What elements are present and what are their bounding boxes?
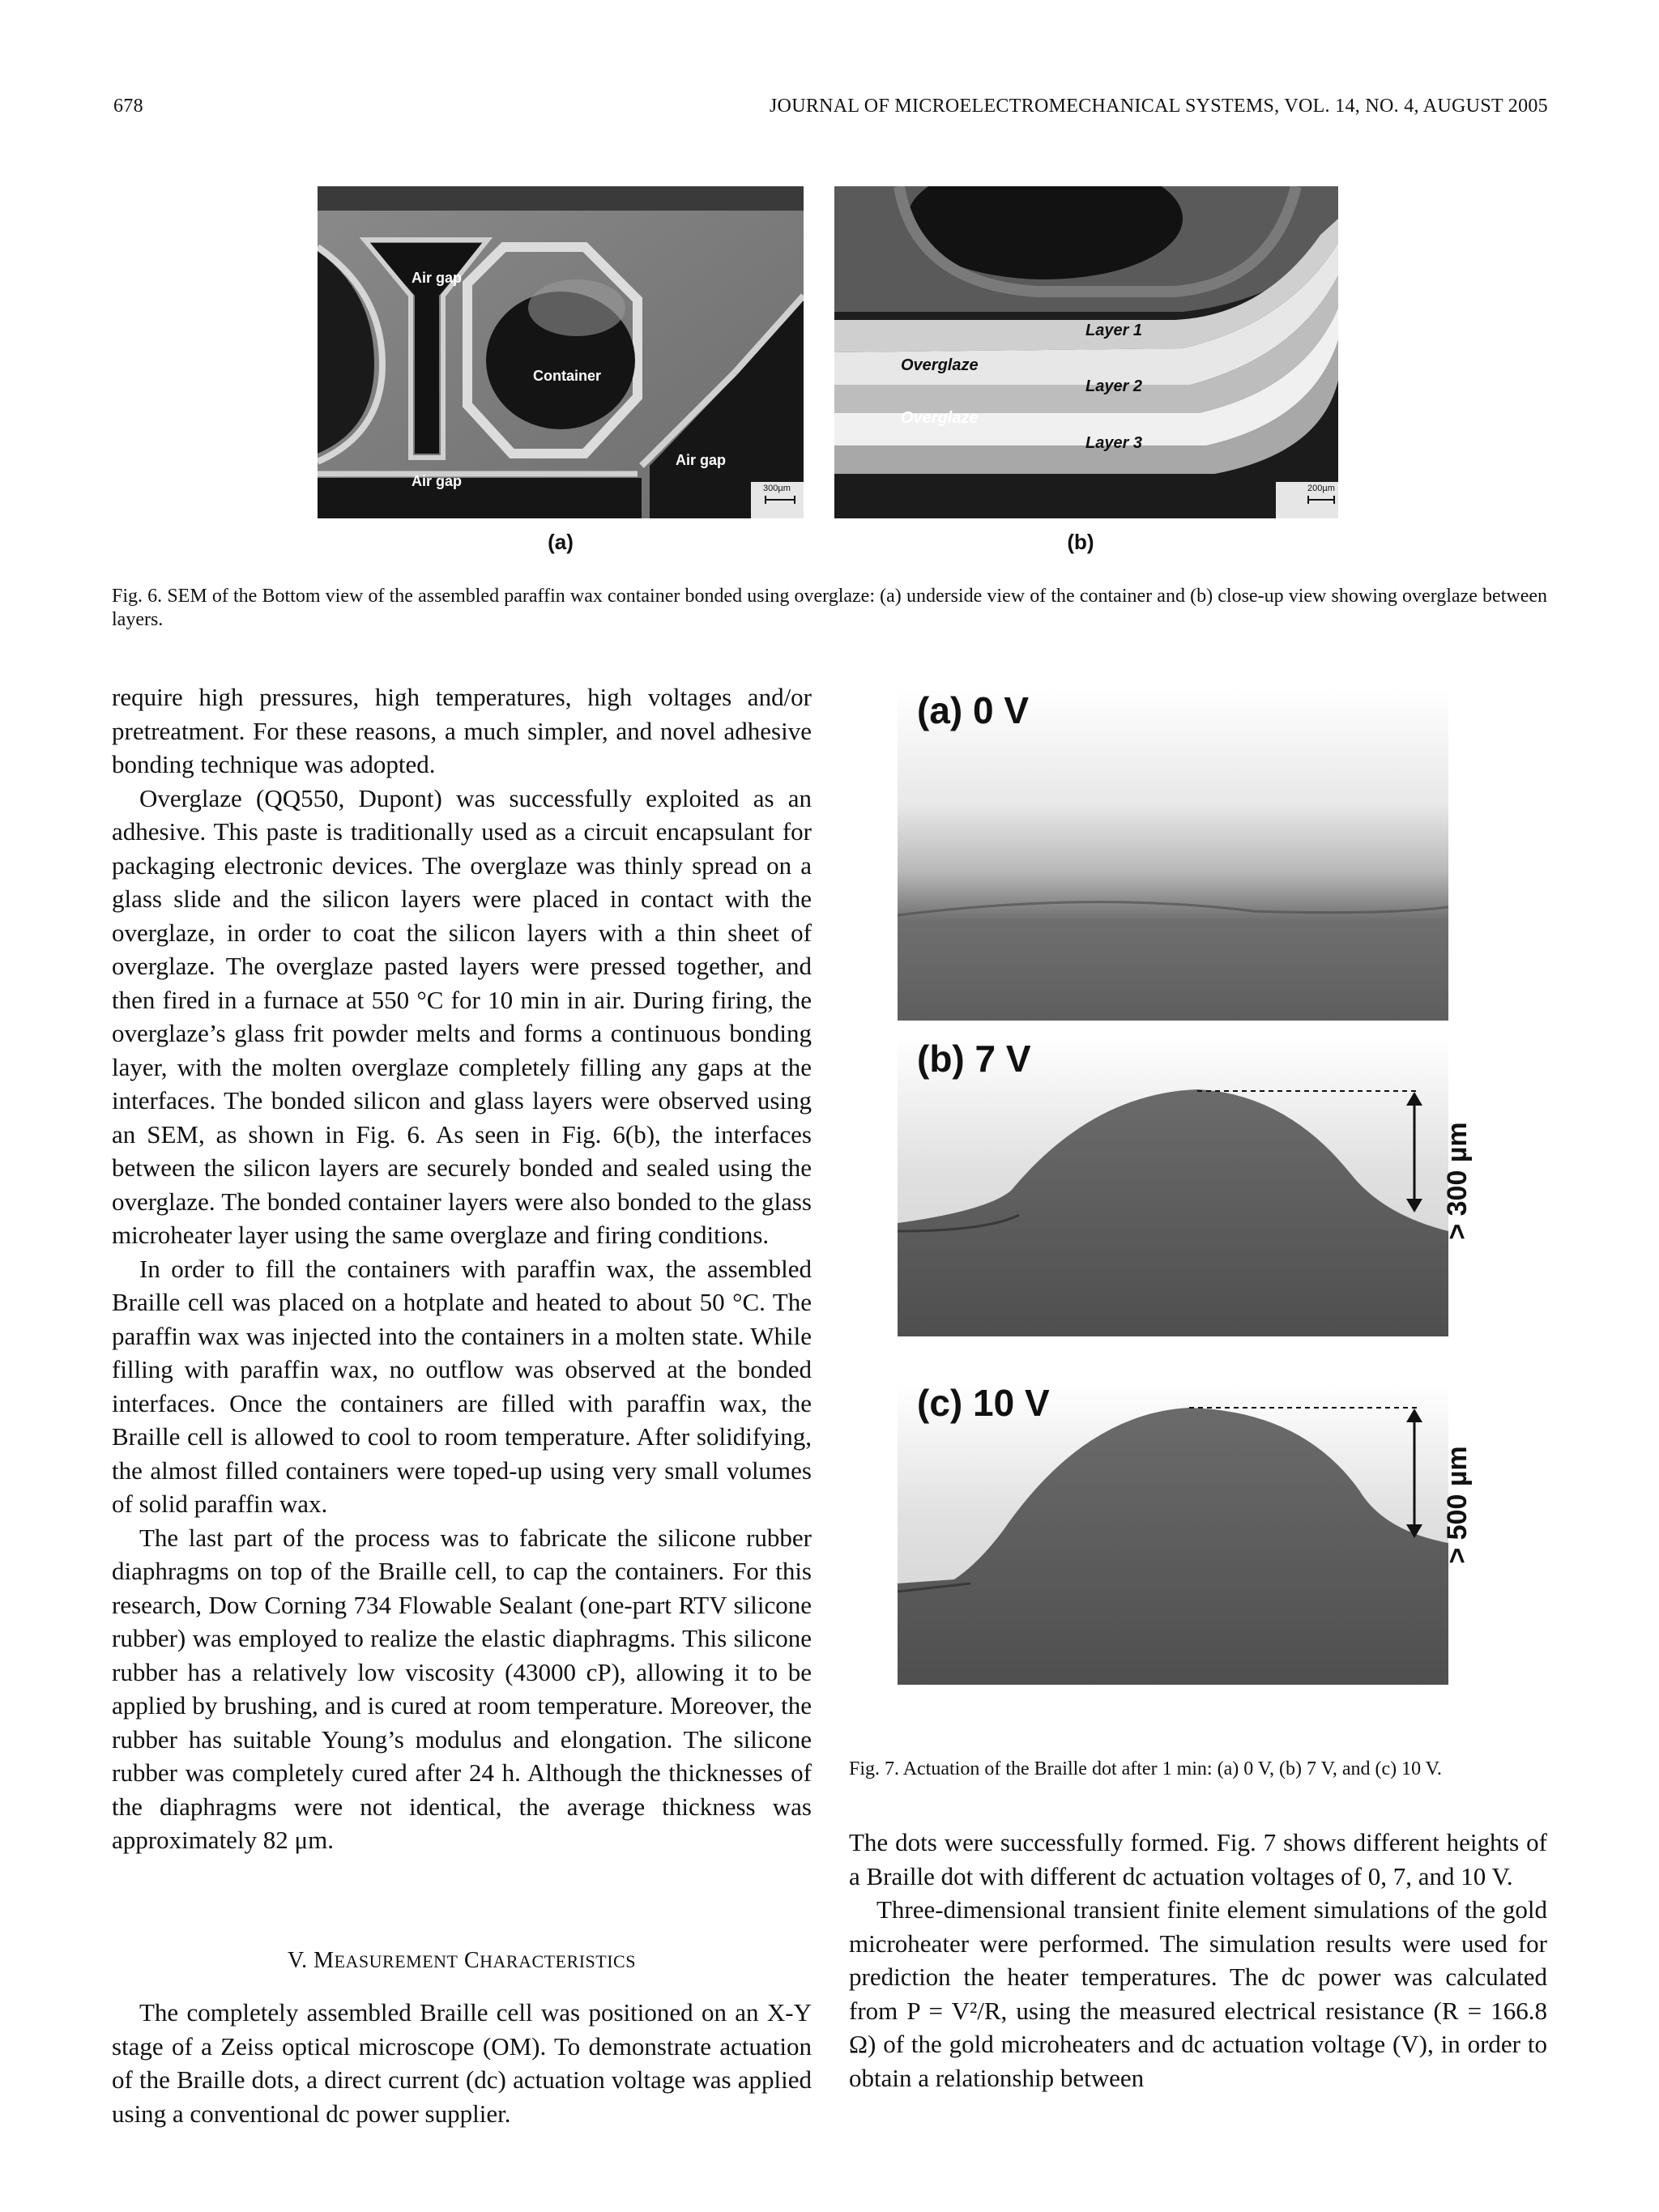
annotation-overglaze-1: Overglaze xyxy=(901,356,979,374)
section-paragraph: The completely assembled Braille cell was positioned on an X-Y stage of a Zeiss optical microscope (OM). To demonstrate actuation of the Braille dots, a direct current (dc) actuation voltage was applied using a conventional dc power supplier. xyxy=(112,1998,812,2128)
annotation-layer-2: Layer 2 xyxy=(1085,377,1143,395)
section-heading: V. MEASUREMENT CHARACTERISTICS xyxy=(288,1948,636,1973)
figure7-image xyxy=(849,672,1513,1701)
page-number: 678 xyxy=(113,96,143,117)
left-paragraph-1: require high pressures, high temperatures, high voltages and/or pretreatment. For these reasons, a much simpler, and novel adhesive bonding technique was adopted. xyxy=(112,683,812,778)
annotation-air-gap-right: Air gap xyxy=(676,452,727,468)
annotation-air-gap-top: Air gap xyxy=(412,270,463,286)
left-column xyxy=(112,680,812,1857)
annotation-layer-1: Layer 1 xyxy=(1085,322,1143,339)
section-body xyxy=(112,1996,812,2130)
figure6-panel-a-label: (a) xyxy=(548,530,574,554)
annotation-overglaze-2: Overglaze xyxy=(901,409,979,427)
figure6-caption: Fig. 6. SEM of the Bottom view of the assembled paraffin wax container bonded using overglaze: (a) underside view of the container and (b) close-up view showing overglaze between layers. xyxy=(112,586,1547,630)
right-paragraph-1: The dots were successfully formed. Fig. 7 shows different heights of a Braille dot with different dc actuation voltages of 0, 7, and 10 V. xyxy=(849,1828,1547,1890)
figure6-panel-b-image xyxy=(834,186,1338,518)
left-paragraph-4: The last part of the process was to fabricate the silicone rubber diaphragms on top of the Braille cell, to cap the containers. For this research, Dow Corning 734 Flowable Sealant (one-part RTV silicone rubber) was employed to realize the elastic diaphragms. This silicone rubber has a relatively low viscosity (43000 cP), allowing it to be applied by brushing, and is cured at room temperature. Moreover, the rubber has suitable Young’s modulus and elongation. The silicone rubber was completely cured after 24 h. Although the thicknesses of the diaphragms were not identical, the average thickness was approximately 82 μm. xyxy=(112,1523,812,1854)
right-column xyxy=(849,1826,1547,2095)
journal-header: JOURNAL OF MICROELECTROMECHANICAL SYSTEMS, VOL. 14, NO. 4, AUGUST 2005 xyxy=(769,96,1548,117)
figure7-panel-c-label: (c) 10 V xyxy=(917,1382,1050,1424)
scale-label-b: 200µm xyxy=(1307,484,1335,493)
figure7-caption: Fig. 7. Actuation of the Braille dot after 1 min: (a) 0 V, (b) 7 V, and (c) 10 V. xyxy=(849,1758,1442,1779)
scale-bar-b xyxy=(1307,496,1335,504)
figure7-panel-b-measurement: > 300 µm xyxy=(1442,1122,1473,1240)
annotation-container: Container xyxy=(533,368,602,384)
annotation-air-gap-bottom: Air gap xyxy=(412,473,463,489)
figure7-panel-c-measurement: > 500 µm xyxy=(1442,1446,1473,1564)
left-paragraph-2: Overglaze (QQ550, Dupont) was successfully exploited as an adhesive. This paste is traditionally used as a circuit encapsulant for packaging electronic devices. The overglaze was thinly spread on a glass slide and the silicon layers were placed in contact with the overglaze, in order to coat the silicon layers with a thin sheet of overglaze. The overglaze pasted layers were pressed together, and then fired in a furnace at 550 °C for 10 min in air. During firing, the overglaze’s glass frit powder melts and forms a continuous bonding layer, with the molten overglaze completely filling any gaps at the interfaces. The bonded silicon and glass layers were observed using an SEM, as shown in Fig. 6. As seen in Fig. 6(b), the interfaces between the silicon layers are securely bonded and sealed using the overglaze. The bonded container layers were also bonded to the glass microheater layer using the same overglaze and firing conditions. xyxy=(112,783,812,1249)
scale-label-a: 300µm xyxy=(763,484,791,493)
figure7-panel-b-label: (b) 7 V xyxy=(917,1038,1031,1080)
scale-bar-a xyxy=(765,496,795,504)
right-paragraph-2: Three-dimensional transient finite element simulations of the gold microheater were performed. The simulation results were used for prediction the heater temperatures. The dc power was calculated from P = V²/R, using the measured electrical resistance (R = 166.8 Ω) of the gold microheaters and dc actuation voltage (V), in order to obtain a relationship between xyxy=(849,1895,1547,2092)
figure6-panel-b-label: (b) xyxy=(1067,530,1094,554)
figure6-panel-a-image xyxy=(318,186,804,518)
figure7-panel-a-label: (a) 0 V xyxy=(917,689,1030,731)
left-paragraph-3: In order to fill the containers with paraffin wax, the assembled Braille cell was placed on a hotplate and heated to about 50 °C. The paraffin wax was injected into the containers in a molten state. While filling with paraffin wax, no outflow was observed at the bonded interfaces. Once the containers are filled with paraffin wax, the Braille cell is allowed to cool to room temperature. After solidifying, the almost filled containers were toped-up using very small volumes of solid paraffin wax. xyxy=(112,1254,812,1518)
annotation-layer-3: Layer 3 xyxy=(1085,434,1143,452)
